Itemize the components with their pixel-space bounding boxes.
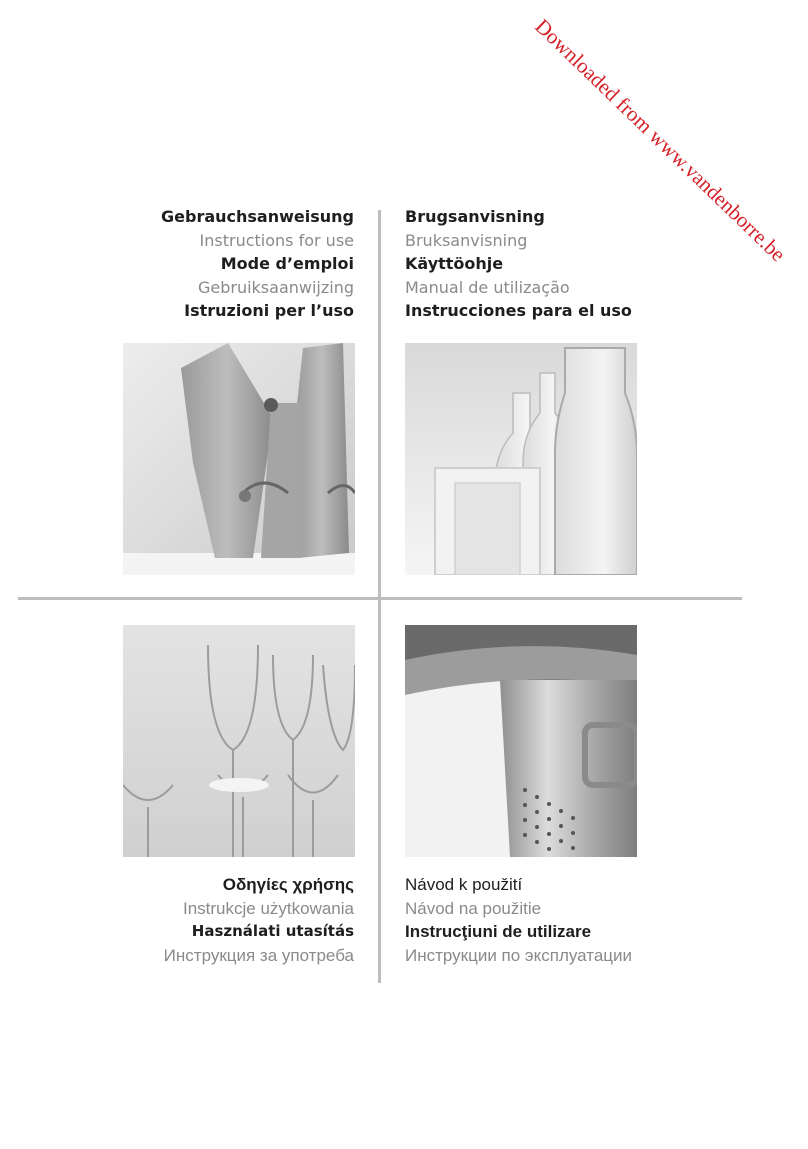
milk-bottles-photo [405, 343, 637, 575]
bottom-right-titles [405, 873, 735, 967]
colander-photo [405, 625, 637, 857]
bottom-left-titles [60, 873, 354, 967]
title-finnish: Käyttöohje [405, 254, 504, 273]
wine-glasses-photo [123, 625, 355, 857]
title-bulgarian: Инструкция за употреба [163, 945, 354, 965]
title-polish: Instrukcje użytkowania [182, 898, 354, 918]
title-slovak: Návod na použitie [405, 898, 542, 918]
top-left-titles [100, 205, 354, 323]
title-dutch: Gebruiksaanwijzing [197, 277, 354, 297]
top-right-titles [405, 205, 705, 323]
title-danish: Brugsanvisning [405, 207, 545, 226]
title-romanian: Instrucţiuni de utilizare [405, 922, 592, 941]
horizontal-divider [18, 597, 742, 600]
title-english: Instructions for use [199, 230, 354, 250]
title-german: Gebrauchsanweisung [161, 207, 354, 226]
title-czech: Návod k použití [405, 875, 523, 894]
title-spanish: Instrucciones para el uso [405, 301, 632, 320]
download-watermark: Downloaded from www.vandenborre.be [530, 14, 791, 267]
title-norwegian: Bruksanvisning [405, 230, 528, 250]
title-greek: Οδηγίες χρήσης [222, 875, 354, 894]
clothespegs-photo [123, 343, 355, 575]
title-italian: Istruzioni per l’uso [184, 301, 354, 320]
title-russian: Инструкции по эксплуатации [405, 945, 633, 965]
title-french: Mode d’emploi [220, 254, 354, 273]
title-hungarian: Használati utasítás [191, 922, 354, 940]
title-portuguese: Manual de utilização [405, 277, 570, 297]
